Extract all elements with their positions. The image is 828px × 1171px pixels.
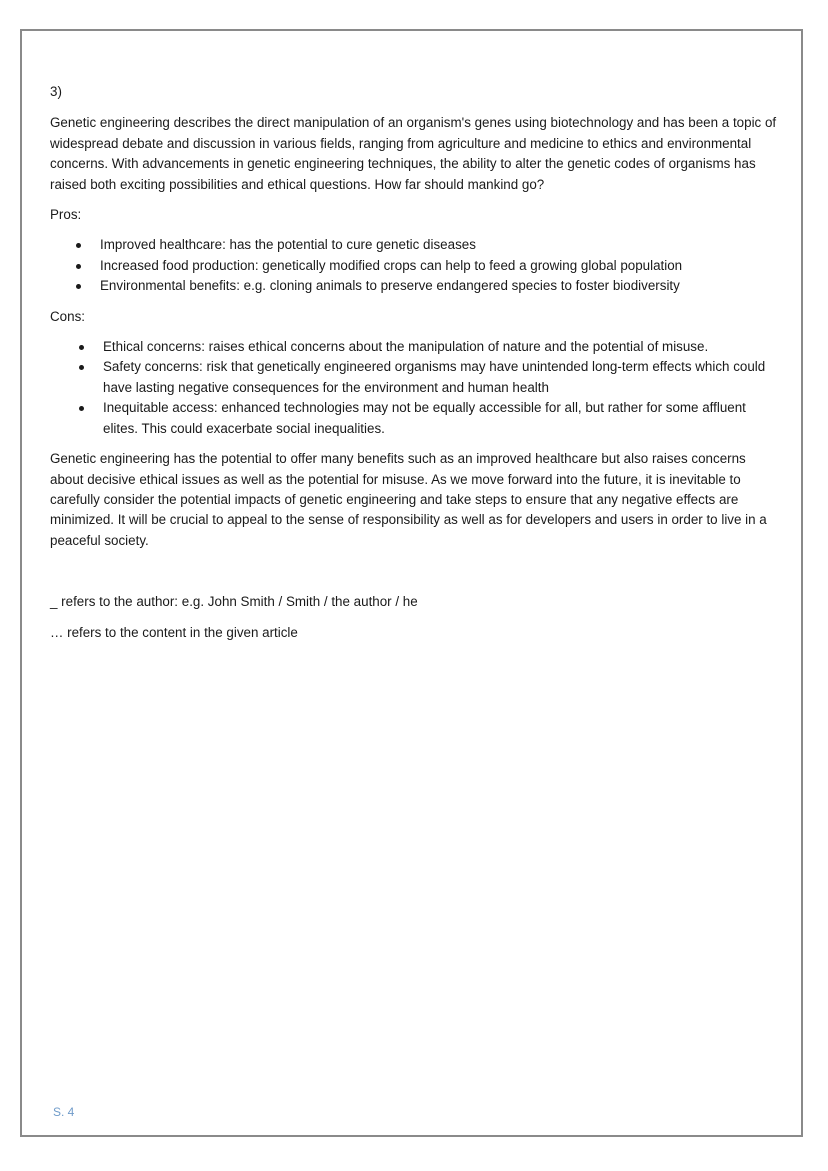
pros-item-text: Environmental benefits: e.g. cloning animals to preserve endangered species to foster biodiversity	[100, 278, 680, 294]
pros-item-text: Improved healthcare: has the potential to cure genetic diseases	[100, 237, 476, 253]
pros-item-text: Increased food production: genetically modified crops can help to feed a growing global population	[100, 257, 683, 273]
intro-paragraph: Genetic engineering describes the direct manipulation of an organism's genes using biotechnology and has been a topic of widespread debate and discussion in various fields, ranging from agriculture and medicine to ethics and environmental concerns. With advancements in genetic engineering techniques, the ability to alter the genetic codes of organisms has raised both exciting possibilities and ethical questions. How far should mankind go?	[50, 115, 777, 192]
note-author: _ refers to the author: e.g. John Smith / Smith / the author / he	[50, 594, 418, 610]
bullet-icon	[76, 284, 81, 289]
bullet-icon	[79, 406, 84, 411]
conclusion-paragraph: Genetic engineering has the potential to offer many benefits such as an improved healthcare but also raises concerns about decisive ethical issues as well as the potential for misuse. As we move forward into the future, it is inevitable to carefully consider the potential impacts of genetic engineering and take steps to ensure that any negative effects are minimized. It will be crucial to appeal to the sense of responsibility as well as for developers and users in order to live in a peaceful society.	[50, 451, 767, 548]
list-item	[50, 276, 778, 296]
list-item	[50, 398, 778, 439]
pros-list	[50, 235, 778, 296]
list-item	[50, 256, 778, 276]
pros-heading: Pros:	[50, 207, 82, 223]
cons-item-text: Inequitable access: enhanced technologies may not be equally accessible for all, but rather for some affluent elites. This could exacerbate social inequalities.	[103, 400, 746, 436]
cons-heading: Cons:	[50, 308, 85, 324]
cons-list	[50, 337, 778, 439]
note-content: … refers to the content in the given article	[50, 624, 298, 640]
spacer	[50, 561, 778, 592]
page-number: S. 4	[53, 1105, 75, 1119]
list-item	[50, 357, 778, 398]
bullet-icon	[79, 345, 84, 350]
bullet-icon	[76, 264, 81, 269]
task-number: 3)	[50, 84, 62, 99]
list-item	[50, 337, 778, 357]
document-body	[50, 82, 778, 653]
bullet-icon	[79, 365, 84, 370]
cons-item-text: Safety concerns: risk that genetically engineered organisms may have unintended long-term effects which could have lasting negative consequences for the environment and human health	[103, 359, 766, 395]
list-item	[50, 235, 778, 255]
cons-item-text: Ethical concerns: raises ethical concerns about the manipulation of nature and the potential of misuse.	[103, 339, 709, 355]
bullet-icon	[76, 243, 81, 248]
